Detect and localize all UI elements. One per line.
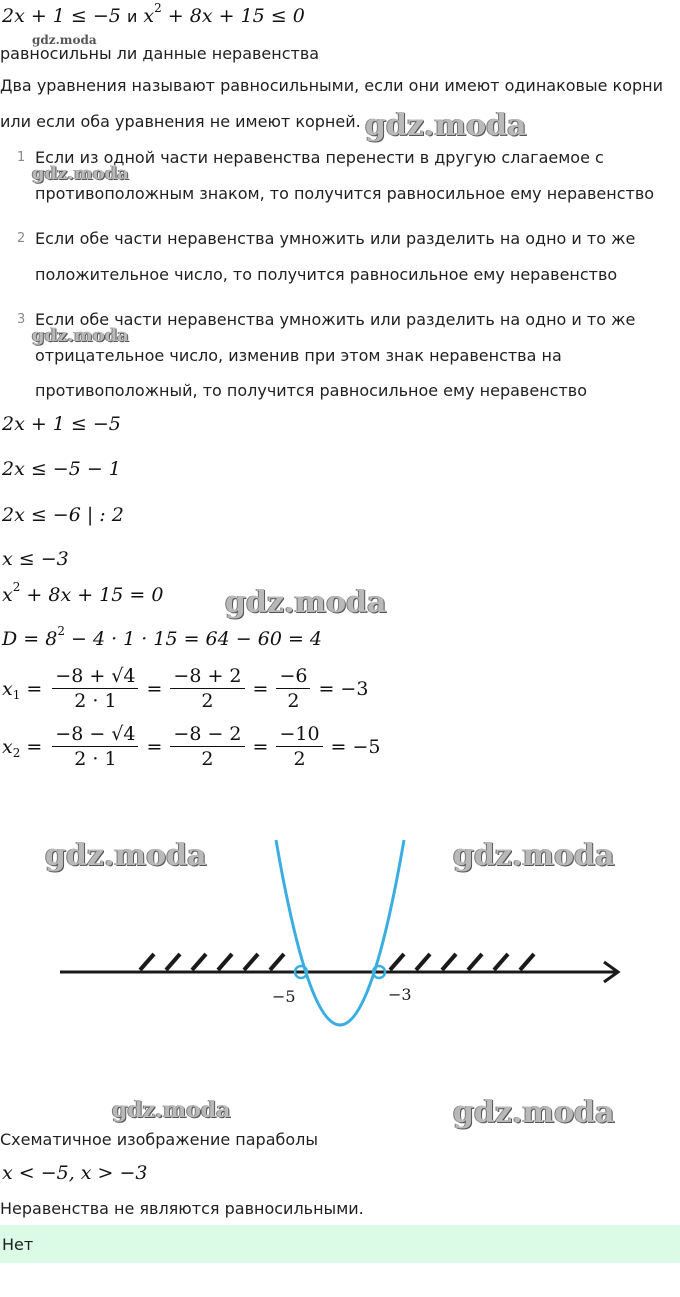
exponent: 2 (154, 1, 162, 15)
watermark-logo: gdz.moda (32, 163, 129, 184)
root-label-right: −3 (388, 985, 412, 1004)
question-text: равносильны ли данные неравенства (0, 44, 320, 63)
graph-caption: Схематичное изображение параболы (0, 1130, 319, 1149)
watermark-logo: gdz.moda (365, 108, 527, 143)
list-item-2-line-1: Если обе части неравенства умножить или разделить на одно и то же (35, 229, 636, 248)
list-item-2-line-2: положительное число, то получится равносильное ему неравенство (35, 265, 618, 284)
root-label-left: −5 (272, 987, 296, 1006)
cut-band (0, 770, 400, 784)
inequality-2-rest: + 8x + 15 ≤ 0 (161, 5, 305, 27)
watermark-logo: gdz.moda (453, 838, 615, 873)
list-number: 2 (17, 231, 26, 246)
list-item-3-line-3: противоположный, то получится равносильное ему неравенство (35, 381, 587, 400)
connector: и (126, 7, 138, 26)
definition-line-1: Два уравнения называют равносильными, если они имеют одинаковые корни (0, 76, 663, 95)
watermark-logo: gdz.moda (453, 1095, 615, 1130)
step-4: x ≤ −3 (2, 548, 69, 570)
root-x1: x $_1$ = $\frac{-8 + √4}{2 \cdot 1}$ = $\frac{-8 + 2}{2}$ = $\frac{-6}{2}$ = −3 (2, 665, 369, 712)
hatch-left (140, 954, 284, 970)
watermark-logo: gdz.moda (112, 1097, 231, 1123)
list-number: 1 (17, 150, 26, 165)
step-3: 2x ≤ −6 | : 2 (2, 504, 124, 526)
list-item-1-line-1: Если из одной части неравенства перенести в другую слагаемое с (35, 148, 604, 167)
watermark-logo: gdz.moda (32, 33, 97, 47)
step-2: 2x ≤ −5 − 1 (2, 458, 121, 480)
list-item-1-line-2: противоположным знаком, то получится равносильное ему неравенство (35, 184, 655, 203)
root-x2: x $_2$ = $\frac{-8 - √4}{2 \cdot 1}$ = $\frac{-8 - 2}{2}$ = $\frac{-10}{2}$ = −5 (2, 723, 381, 770)
problem-header (2, 1, 305, 27)
list-item-3-line-2: отрицательное число, изменив при этом знак неравенства на (35, 346, 562, 365)
definition-line-2: или если оба уравнения не имеют корней. (0, 112, 361, 131)
watermark-logo: gdz.moda (45, 838, 207, 873)
hatch-right (390, 954, 534, 970)
inequality-1: 2x + 1 ≤ −5 (2, 5, 121, 27)
conclusion-text: Неравенства не являются равносильными. (0, 1199, 364, 1218)
conclusion-expression: x < −5, x > −3 (2, 1162, 148, 1184)
list-number: 3 (17, 312, 26, 327)
inequality-2-var: x (143, 5, 155, 27)
answer-box (0, 1225, 680, 1263)
answer-text: Нет (2, 1235, 34, 1254)
step-1: 2x + 1 ≤ −5 (2, 413, 121, 435)
discriminant: $D = 8^2 - 4 \cdot 1 \cdot 15 = 64 - 60 = 4$ (2, 624, 322, 650)
list-item-3-line-1: Если обе части неравенства умножить или разделить на одно и то же (35, 310, 636, 329)
parabola-graph (0, 830, 680, 1060)
watermark-logo: gdz.moda (225, 585, 387, 620)
watermark-logo: gdz.moda (32, 325, 129, 346)
step-5: $x^2 + 8x + 15 = 0$ (2, 580, 164, 606)
